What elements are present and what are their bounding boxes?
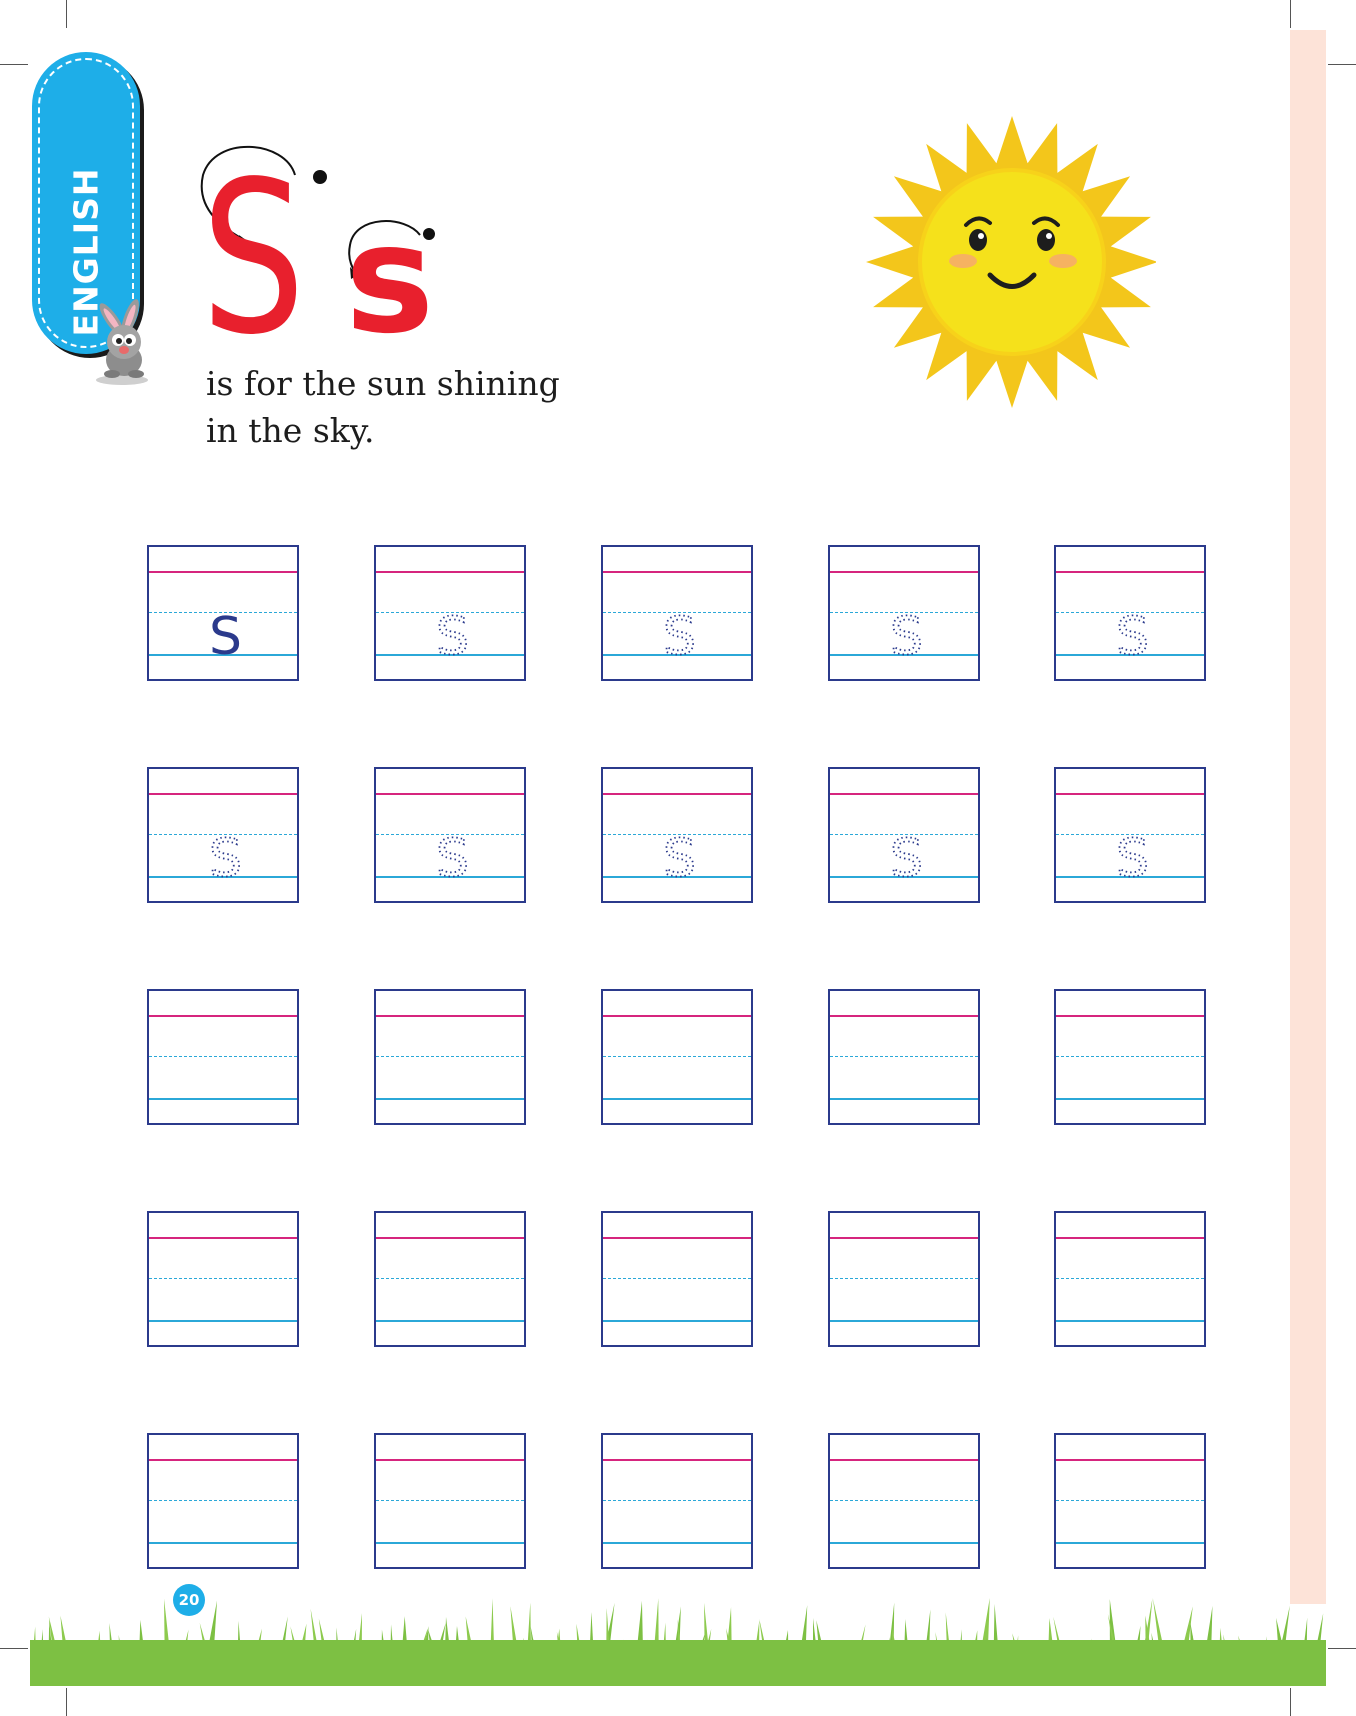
writing-box[interactable] [147,545,299,681]
crop-mark [1290,0,1291,28]
writing-box[interactable] [147,767,299,903]
letter-stroke-guide [195,135,465,345]
base-guide-line [376,1320,524,1322]
traceable-letter-text: S [436,832,470,880]
writing-box[interactable] [828,767,980,903]
base-guide-line [830,1320,978,1322]
writing-box[interactable] [1054,545,1206,681]
writing-box[interactable] [828,989,980,1125]
middle-dashed-line [149,1056,297,1057]
stroke-start-dot-icon [313,170,327,184]
caption-line-2: in the sky. [206,411,375,450]
sun-icon [866,110,1156,410]
base-guide-line [603,1098,751,1100]
subject-label: ENGLISH [66,167,106,337]
top-guide-line [376,793,524,795]
top-guide-line [1056,571,1204,573]
example-letter-text: S [209,610,243,658]
writing-box[interactable] [601,767,753,903]
traceable-letter-text: S [1116,832,1150,880]
writing-box[interactable] [1054,1211,1206,1347]
top-guide-line [149,793,297,795]
top-guide-line [603,793,751,795]
base-guide-line [603,1320,751,1322]
middle-dashed-line [376,1500,524,1501]
crop-mark [66,1688,67,1716]
top-guide-line [603,1237,751,1239]
page-number-badge: 20 [173,1584,205,1616]
top-guide-line [603,1459,751,1461]
writing-box[interactable] [601,1433,753,1569]
base-guide-line [376,1542,524,1544]
bunny-mascot-icon [82,298,162,388]
middle-dashed-line [1056,1500,1204,1501]
top-guide-line [1056,1459,1204,1461]
writing-box[interactable] [374,1211,526,1347]
base-guide-line [149,1320,297,1322]
top-guide-line [1056,1015,1204,1017]
traceable-letter [432,832,472,880]
top-guide-line [603,571,751,573]
example-letter [205,610,245,658]
top-guide-line [376,1237,524,1239]
top-guide-line [603,1015,751,1017]
writing-box[interactable] [601,1211,753,1347]
crop-mark [1328,1648,1356,1649]
writing-box[interactable] [828,1211,980,1347]
top-guide-line [830,1237,978,1239]
top-guide-line [149,1015,297,1017]
middle-dashed-line [830,1056,978,1057]
middle-dashed-line [149,1500,297,1501]
traceable-letter [886,832,926,880]
traceable-letter [659,610,699,658]
base-guide-line [149,1098,297,1100]
traceable-letter-text: S [890,610,924,658]
writing-box[interactable] [601,989,753,1125]
grass-border [30,1570,1326,1686]
traceable-letter [205,832,245,880]
middle-dashed-line [830,1278,978,1279]
middle-dashed-line [830,1500,978,1501]
top-guide-line [149,1237,297,1239]
middle-dashed-line [1056,1278,1204,1279]
base-guide-line [1056,1320,1204,1322]
writing-box[interactable] [1054,989,1206,1125]
crop-mark [1328,64,1356,65]
writing-box[interactable] [601,545,753,681]
crop-mark [66,0,67,28]
middle-dashed-line [603,1278,751,1279]
base-guide-line [603,1542,751,1544]
top-guide-line [376,571,524,573]
writing-box[interactable] [828,1433,980,1569]
writing-box[interactable] [374,767,526,903]
middle-dashed-line [603,1500,751,1501]
middle-dashed-line [149,1278,297,1279]
crop-mark [1290,1688,1291,1716]
base-guide-line [1056,1542,1204,1544]
traceable-letter-text: S [890,832,924,880]
writing-box[interactable] [147,1433,299,1569]
traceable-letter-text: S [1116,610,1150,658]
crop-mark [0,64,28,65]
base-guide-line [830,1098,978,1100]
middle-dashed-line [376,1278,524,1279]
uppercase-letter: S [201,136,306,345]
writing-box[interactable] [374,545,526,681]
top-guide-line [1056,1237,1204,1239]
writing-box[interactable] [1054,1433,1206,1569]
traceable-letter-text: S [436,610,470,658]
traceable-letter-text: S [663,832,697,880]
writing-box[interactable] [374,1433,526,1569]
base-guide-line [149,1542,297,1544]
traceable-letter [1112,610,1152,658]
caption-line-1: is for the sun shining [206,364,560,403]
traceable-letter [886,610,926,658]
traceable-letter [432,610,472,658]
writing-box[interactable] [374,989,526,1125]
traceable-letter-text: S [209,832,243,880]
crop-mark [0,1648,28,1649]
traceable-letter [659,832,699,880]
top-guide-line [830,571,978,573]
writing-box[interactable] [147,1211,299,1347]
base-guide-line [1056,1098,1204,1100]
top-guide-line [376,1015,524,1017]
writing-box[interactable] [1054,767,1206,903]
base-guide-line [376,1098,524,1100]
lowercase-letter: s [345,193,435,345]
top-guide-line [1056,793,1204,795]
writing-box[interactable] [828,545,980,681]
top-guide-line [830,793,978,795]
middle-dashed-line [603,1056,751,1057]
base-guide-line [830,1542,978,1544]
top-guide-line [149,571,297,573]
traceable-letter [1112,832,1152,880]
middle-dashed-line [376,1056,524,1057]
traceable-letter-text: S [663,610,697,658]
top-guide-line [830,1015,978,1017]
writing-box[interactable] [147,989,299,1125]
top-guide-line [376,1459,524,1461]
side-color-strip [1290,30,1326,1604]
top-guide-line [149,1459,297,1461]
middle-dashed-line [1056,1056,1204,1057]
top-guide-line [830,1459,978,1461]
caption-text [206,360,560,454]
